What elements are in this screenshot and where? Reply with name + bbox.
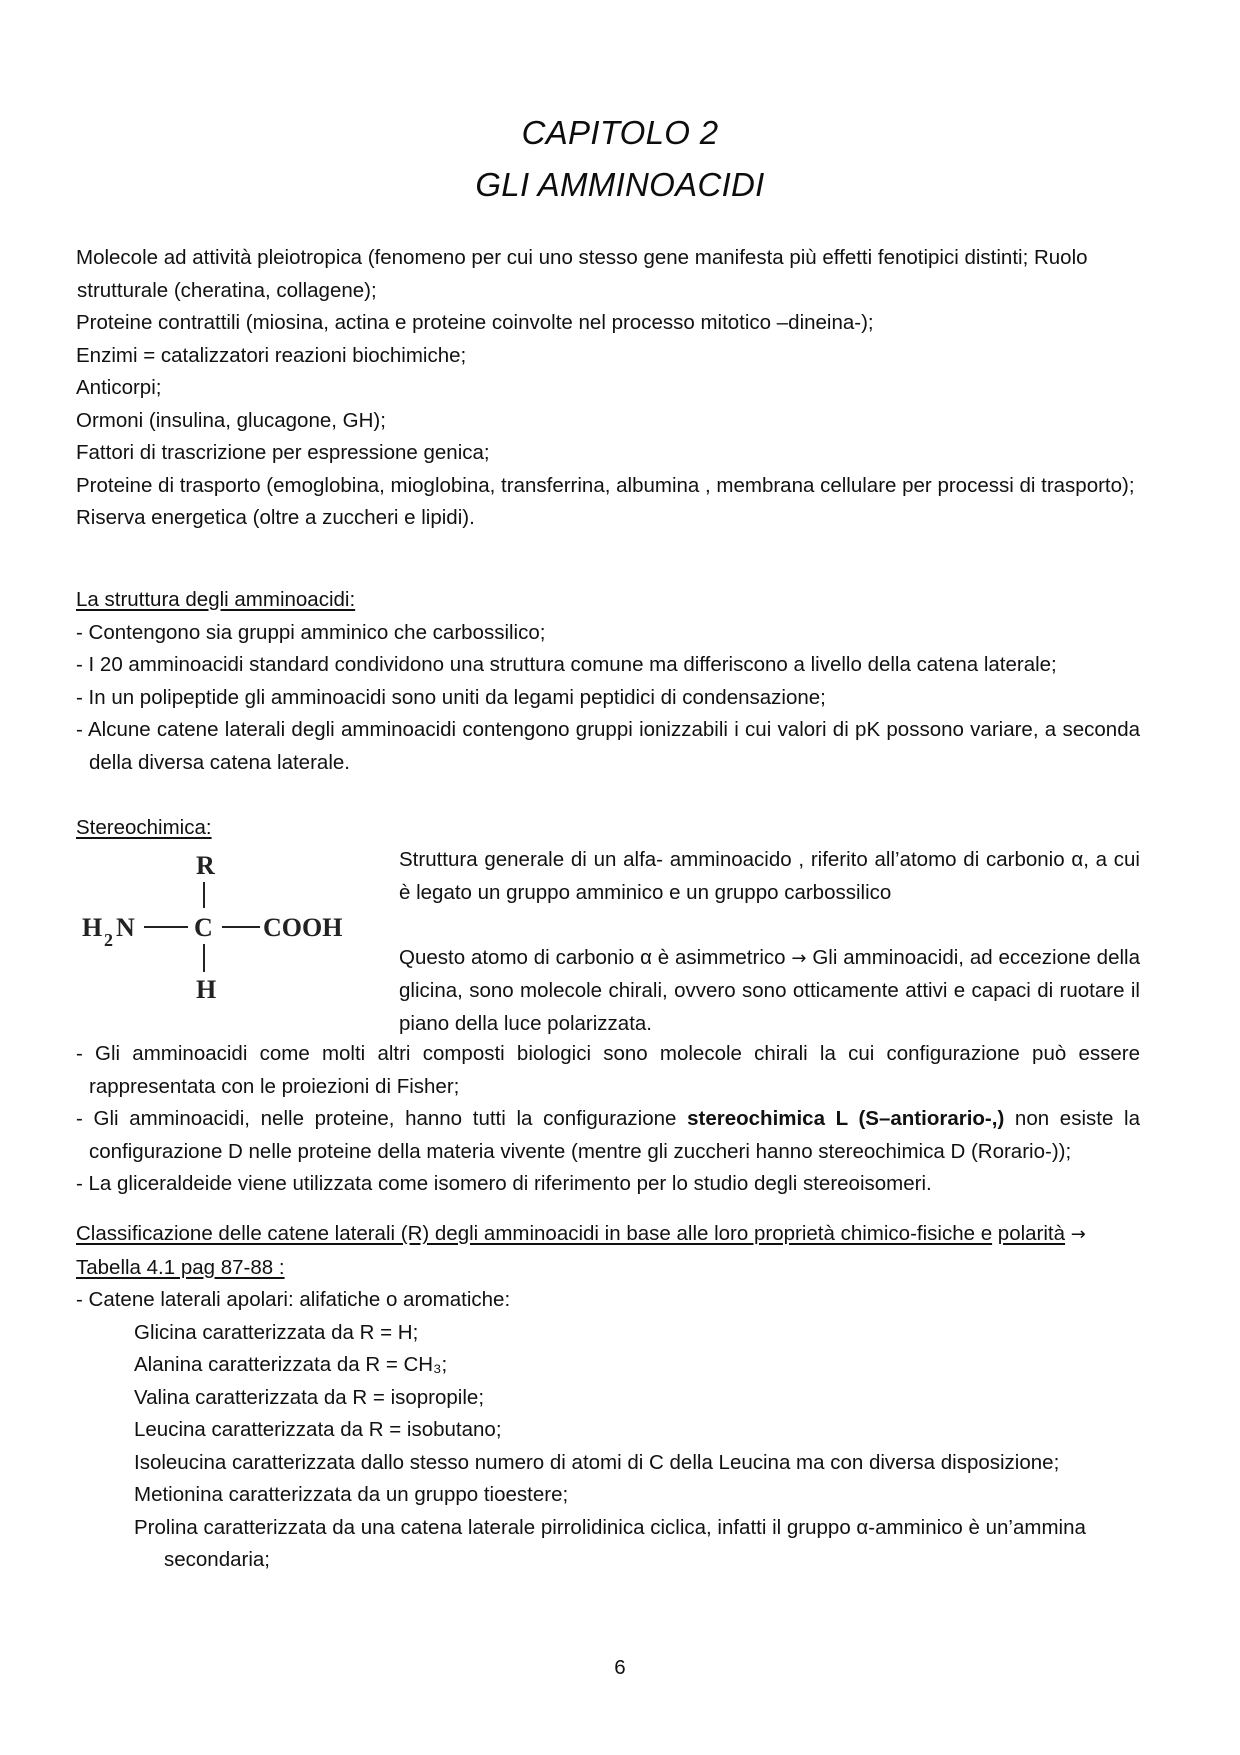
intro-item: Enzimi = catalizzatori reazioni biochimiche; bbox=[76, 343, 467, 367]
chapter-label: CAPITOLO 2 bbox=[521, 114, 719, 151]
intro-item: Proteine di trasporto (emoglobina, mioglobina, transferrina, albumina , membrana cellulare per processi di trasporto); bbox=[76, 473, 1135, 497]
classification-section bbox=[76, 1218, 1140, 1577]
intro-item: Anticorpi; bbox=[76, 376, 162, 399]
svg-text:R: R bbox=[196, 852, 215, 880]
intro-paragraph-line1: Molecole ad attività pleiotropica (fenomeno per cui uno stesso gene manifesta più effetti fenotipici distinti; Ruolo bbox=[76, 246, 1088, 269]
bold-term: stereochimica L (S–antiorario-,) bbox=[687, 1107, 1005, 1130]
stereo-item: - Gli amminoacidi come molti altri composti biologici sono molecole chirali la cui configurazione può essere rappresentata con le proiezioni di Fisher; bbox=[76, 1042, 1140, 1098]
svg-text:N: N bbox=[116, 913, 135, 942]
amino-acid-item: Prolina caratterizzata da una catena laterale pirrolidinica ciclica, infatti il gruppo α-amminico è un’ammina secondaria; bbox=[134, 1515, 1086, 1571]
diagram-description-para1: Struttura generale di un alfa- amminoacido , riferito all’atomo di carbonio α, a cui è legato un gruppo amminico e un gruppo carbossilico bbox=[399, 848, 1140, 904]
classification-heading: Classificazione delle catene laterali (R) degli amminoacidi in base alle loro proprietà chimico-fisiche e polarità → bbox=[76, 1222, 1086, 1245]
stereo-items bbox=[76, 1038, 1140, 1201]
intro-item: Riserva energetica (oltre a zuccheri e lipidi). bbox=[76, 506, 475, 529]
classification-subheading: - Catene laterali apolari: alifatiche o aromatiche: bbox=[76, 1288, 511, 1311]
stereo-item: - Gli amminoacidi, nelle proteine, hanno tutti la configurazione stereochimica L (S–antiorario-,) non esiste la configurazione D nelle proteine della materia vivente (mentre gli zuccheri hanno stereochimica D (Rorario-)); bbox=[76, 1107, 1140, 1163]
stereo-heading-row bbox=[76, 812, 1140, 845]
amino-acid-item: Isoleucina caratterizzata dallo stesso numero di atomi di C della Leucina ma con diversa disposizione; bbox=[134, 1450, 1060, 1474]
structure-item: - In un polipeptide gli amminoacidi sono uniti da legami peptidici di condensazione; bbox=[76, 685, 826, 709]
amino-acid-item: Valina caratterizzata da R = isopropile; bbox=[134, 1385, 485, 1409]
right-arrow-icon: → bbox=[791, 947, 807, 969]
stereo-item: - La gliceraldeide viene utilizzata come isomero di riferimento per lo studio degli stereoisomeri. bbox=[76, 1172, 932, 1195]
structure-item: - I 20 amminoacidi standard condividono una struttura comune ma differiscono a livello della catena laterale; bbox=[76, 653, 1057, 676]
amino-acid-structure-diagram bbox=[82, 852, 362, 1012]
diagram-description-para2: Questo atomo di carbonio α è asimmetrico → Gli amminoacidi, ad eccezione della glicina, sono molecole chirali, ovvero sono otticamente attivi e capaci di ruotare il piano della luce polarizzata. bbox=[399, 945, 1140, 1035]
amino-acid-item: Metionina caratterizzata da un gruppo tioestere; bbox=[134, 1483, 569, 1506]
intro-item: Ormoni (insulina, glucagone, GH); bbox=[76, 408, 386, 432]
svg-text:C: C bbox=[194, 913, 213, 942]
svg-text:H: H bbox=[196, 975, 217, 1004]
intro-item: Fattori di trascrizione per espressione genica; bbox=[76, 441, 490, 464]
structure-item: - Contengono sia gruppi amminico che carbossilico; bbox=[76, 620, 546, 644]
svg-text:COOH: COOH bbox=[263, 913, 343, 942]
page-number: 6 bbox=[614, 1656, 626, 1679]
section-heading: La struttura degli amminoacidi: bbox=[76, 588, 356, 611]
structure-item: - Alcune catene laterali degli amminoacidi contengono gruppi ionizzabili i cui valori di pK possono variare, a seconda della diversa catena laterale. bbox=[76, 718, 1140, 774]
classification-heading-line2: Tabella 4.1 pag 87-88 : bbox=[76, 1255, 285, 1279]
svg-text:H: H bbox=[82, 913, 103, 942]
right-arrow-icon: → bbox=[1070, 1224, 1086, 1245]
intro-paragraph-line2: strutturale (cheratina, collagene); bbox=[77, 278, 377, 302]
chapter-title: GLI AMMINOACIDI bbox=[475, 166, 765, 203]
svg-text:2: 2 bbox=[104, 930, 113, 950]
intro-item: Proteine contrattili (miosina, actina e proteine coinvolte nel processo mitotico –dineina-); bbox=[76, 311, 874, 334]
intro-section bbox=[76, 242, 1140, 535]
amino-acid-item: Alanina caratterizzata da R = CH₃; bbox=[134, 1353, 448, 1376]
section-heading: Stereochimica: bbox=[76, 816, 212, 839]
structure-section bbox=[76, 584, 1140, 779]
amino-acid-item: Leucina caratterizzata da R = isobutano; bbox=[134, 1418, 502, 1441]
diagram-description bbox=[399, 844, 1140, 1040]
amino-acid-item: Glicina caratterizzata da R = H; bbox=[134, 1320, 419, 1344]
